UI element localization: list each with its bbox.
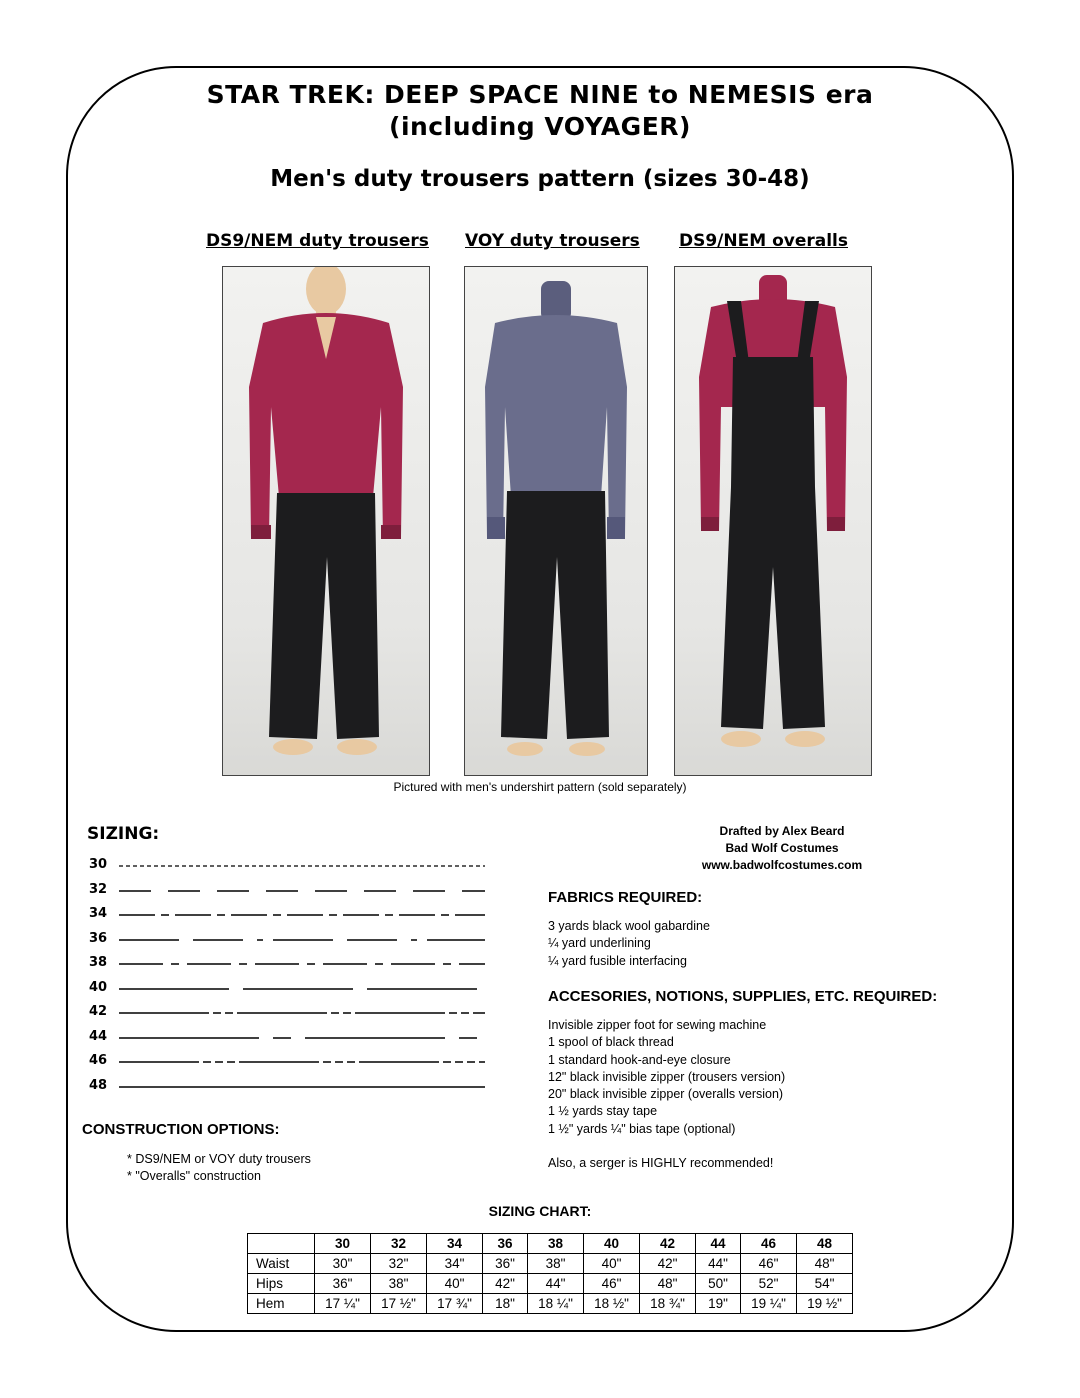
table-cell: 42" <box>640 1254 696 1274</box>
size-legend-label: 32 <box>89 881 108 897</box>
notions-list <box>548 1017 785 1172</box>
notion-item: 1 ½" yards ¼" bias tape (optional) <box>548 1121 736 1136</box>
notion-item: Invisible zipper foot for sewing machine <box>548 1018 767 1032</box>
size-legend-line <box>119 906 489 924</box>
size-column-header: 40 <box>584 1234 640 1254</box>
fabrics-list <box>548 918 710 970</box>
notion-item: 1 spool of black thread <box>548 1035 674 1050</box>
notion-item: 20" black invisible zipper (overalls version) <box>548 1087 784 1102</box>
photo-label-ds9-trousers: DS9/NEM duty trousers <box>206 231 429 251</box>
size-column-header: 38 <box>528 1234 584 1254</box>
size-column-header: 30 <box>315 1234 371 1254</box>
table-cell: 17 ½" <box>371 1294 427 1314</box>
table-row-hem <box>248 1294 853 1314</box>
table-cell: 19 ½" <box>797 1294 853 1314</box>
table-cell: 46" <box>741 1254 797 1274</box>
header-blank-cell <box>248 1234 315 1254</box>
table-cell: 32" <box>371 1254 427 1274</box>
construction-item: * DS9/NEM or VOY duty trousers <box>127 1152 311 1166</box>
mannequin-overalls-illustration <box>675 267 871 775</box>
fabric-item: ¼ yard underlining <box>548 936 651 951</box>
sizing-heading: SIZING: <box>87 824 160 844</box>
table-cell: 18 ¼" <box>528 1294 584 1314</box>
sizing-legend-row <box>89 1029 489 1047</box>
table-cell: 36" <box>483 1254 528 1274</box>
sizing-legend-row <box>89 906 489 924</box>
size-legend-label: 30 <box>89 857 108 872</box>
size-legend-label: 48 <box>89 1077 108 1093</box>
table-cell: 38" <box>528 1254 584 1274</box>
size-legend-label: 42 <box>89 1004 108 1019</box>
row-label: Hips <box>248 1274 315 1294</box>
size-legend-line <box>119 1053 489 1071</box>
row-label: Hem <box>248 1294 315 1314</box>
size-legend-label: 40 <box>89 979 108 995</box>
size-legend-label: 44 <box>89 1028 108 1044</box>
size-legend-label: 46 <box>89 1053 108 1068</box>
photo-label-voy-trousers: VOY duty trousers <box>465 231 640 251</box>
table-cell: 44" <box>528 1274 584 1294</box>
sizing-legend-row <box>89 931 489 949</box>
sizing-chart-table <box>247 1233 853 1314</box>
size-legend-label: 38 <box>89 955 108 970</box>
table-cell: 34" <box>427 1254 483 1274</box>
photo-label-overalls: DS9/NEM overalls <box>679 231 848 251</box>
size-legend-line <box>119 857 489 875</box>
table-cell: 40" <box>427 1274 483 1294</box>
notion-item: 12" black invisible zipper (trousers version) <box>548 1069 786 1084</box>
size-column-header: 42 <box>640 1234 696 1254</box>
fabrics-heading: FABRICS REQUIRED: <box>548 889 703 906</box>
size-column-header: 36 <box>483 1234 528 1254</box>
size-legend-line <box>119 955 489 973</box>
size-legend-line <box>119 1004 489 1022</box>
construction-heading: CONSTRUCTION OPTIONS: <box>82 1121 280 1138</box>
sizing-legend-row <box>89 980 489 998</box>
table-cell: 19" <box>696 1294 741 1314</box>
notion-item: 1 ½ yards stay tape <box>548 1104 658 1119</box>
size-column-header: 32 <box>371 1234 427 1254</box>
table-cell: 50" <box>696 1274 741 1294</box>
pattern-subtitle: Men's duty trousers pattern (sizes 30-48) <box>270 166 810 192</box>
size-legend-line <box>119 1078 489 1096</box>
table-cell: 30" <box>315 1254 371 1274</box>
fabric-item: ¼ yard fusible interfacing <box>548 953 687 968</box>
notions-heading: ACCESORIES, NOTIONS, SUPPLIES, ETC. REQUIRED: <box>548 988 938 1005</box>
photo-voy-trousers <box>464 266 648 776</box>
photo-ds9-overalls <box>674 266 872 776</box>
size-legend-label: 36 <box>89 930 108 946</box>
size-legend-line <box>119 882 489 900</box>
table-row-waist <box>248 1254 853 1274</box>
size-legend-line <box>119 980 489 998</box>
mannequin-ds9-trousers-illustration <box>223 267 429 775</box>
size-legend-line <box>119 931 489 949</box>
sizing-legend-row <box>89 1053 489 1071</box>
size-legend-line <box>119 1029 489 1047</box>
table-cell: 18" <box>483 1294 528 1314</box>
table-cell: 48" <box>640 1274 696 1294</box>
construction-list <box>127 1151 311 1186</box>
credits-author: Drafted by Alex Beard <box>719 824 845 838</box>
table-cell: 46" <box>584 1274 640 1294</box>
table-cell: 40" <box>584 1254 640 1274</box>
mannequin-voy-trousers-illustration <box>465 267 647 775</box>
table-cell: 38" <box>371 1274 427 1294</box>
table-cell: 42" <box>483 1274 528 1294</box>
sizing-legend-row <box>89 955 489 973</box>
construction-item: * "Overalls" construction <box>127 1169 261 1184</box>
table-cell: 48" <box>797 1254 853 1274</box>
row-label: Waist <box>248 1254 315 1274</box>
table-cell: 36" <box>315 1274 371 1294</box>
table-cell: 17 ¾" <box>427 1294 483 1314</box>
table-cell: 52" <box>741 1274 797 1294</box>
table-cell: 18 ½" <box>584 1294 640 1314</box>
table-cell: 19 ¼" <box>741 1294 797 1314</box>
table-cell: 44" <box>696 1254 741 1274</box>
table-cell: 54" <box>797 1274 853 1294</box>
sizing-legend-row <box>89 1078 489 1096</box>
size-legend-label: 34 <box>89 906 108 921</box>
size-column-header: 34 <box>427 1234 483 1254</box>
credits-company: Bad Wolf Costumes <box>725 841 839 855</box>
photo-caption: Pictured with men's undershirt pattern (sold separately) <box>393 780 687 794</box>
sizing-legend-row <box>89 857 489 875</box>
table-cell: 17 ¼" <box>315 1294 371 1314</box>
table-row-hips <box>248 1274 853 1294</box>
photo-ds9-trousers <box>222 266 430 776</box>
sizing-legend-row <box>89 1004 489 1022</box>
table-cell: 18 ¾" <box>640 1294 696 1314</box>
sizing-legend-row <box>89 882 489 900</box>
serger-note: Also, a serger is HIGHLY recommended! <box>548 1156 774 1171</box>
sizing-chart-header-row <box>248 1234 853 1254</box>
size-column-header: 48 <box>797 1234 853 1254</box>
fabric-item: 3 yards black wool gabardine <box>548 919 710 933</box>
credits-website[interactable]: www.badwolfcostumes.com <box>701 858 863 872</box>
size-column-header: 46 <box>741 1234 797 1254</box>
sizing-chart-title: SIZING CHART: <box>488 1203 592 1219</box>
credits-block <box>662 823 902 874</box>
title-line-2: (including VOYAGER) <box>389 112 691 141</box>
title-line-1: STAR TREK: DEEP SPACE NINE to NEMESIS era <box>206 80 874 109</box>
size-column-header: 44 <box>696 1234 741 1254</box>
notion-item: 1 standard hook-and-eye closure <box>548 1052 731 1067</box>
